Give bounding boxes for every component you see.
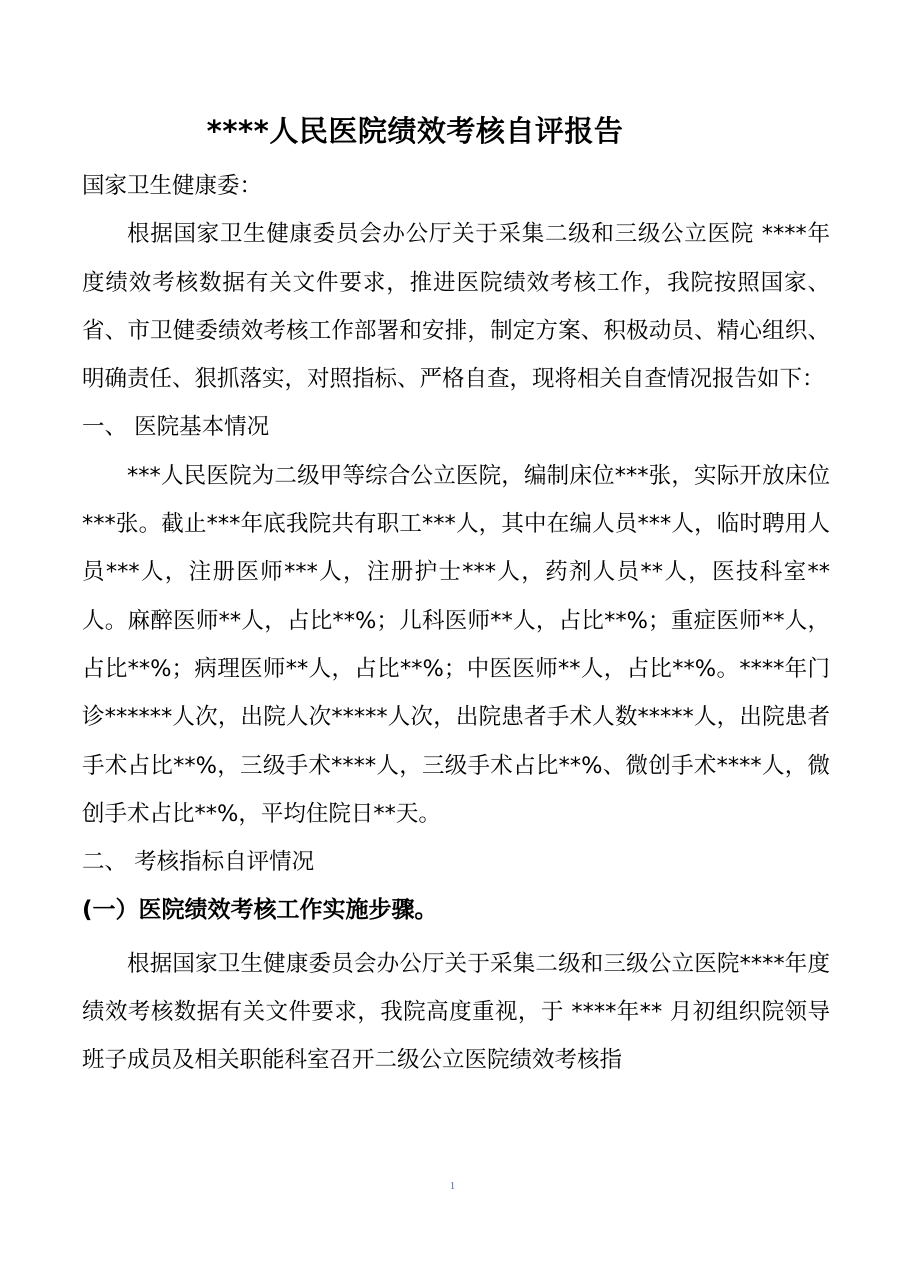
- section-heading-basic-info: 一、 医院基本情况: [82, 414, 270, 441]
- implementation-paragraph: 根据国家卫生健康委员会办公厅关于采集二级和三级公立医院****年度绩效考核数据有关文件要求，我院高度重视，于 ****年** 月初组织院领导班子成员及相关职能科室召开二级公立医院绩效考核指: [82, 950, 830, 1074]
- subsection-heading-implementation: (一）医院绩效考核工作实施步骤。: [82, 897, 438, 924]
- document-body: [82, 162, 830, 1085]
- basic-info-paragraph: ***人民医院为二级甲等综合公立医院，编制床位***张，实际开放床位***张。截止***年底我院共有职工***人，其中在编人员***人，临时聘用人员***人，注册医师***人，注册护士***人，药剂人员**人，医技科室**人。麻醉医师**人，占比**%；儿科医师**人，占比**%；重症医师**人，占比**%；病理医师**人，占比**%；中医医师**人，占比**%。****年门诊******人次，出院人次*****人次，出院患者手术人数*****人，出院患者手术占比**%，三级手术****人，三级手术占比**%、微创手术****人，微创手术占比**%，平均住院日**天。: [82, 462, 830, 827]
- page-number: 1: [449, 1180, 456, 1192]
- addressee: 国家卫生健康委：: [82, 173, 263, 199]
- document-title: ****人民医院绩效考核自评报告: [206, 114, 624, 148]
- section-heading-self-evaluation: 二、 考核指标自评情况: [82, 849, 315, 876]
- intro-paragraph: 根据国家卫生健康委员会办公厅关于采集二级和三级公立医院 ****年度绩效考核数据有关文件要求，推进医院绩效考核工作，我院按照国家、省、市卫健委绩效考核工作部署和安排，制定方案、积极动员、精心组织、明确责任、狠抓落实，对照指标、严格自查，现将相关自查情况报告如下：: [82, 221, 830, 393]
